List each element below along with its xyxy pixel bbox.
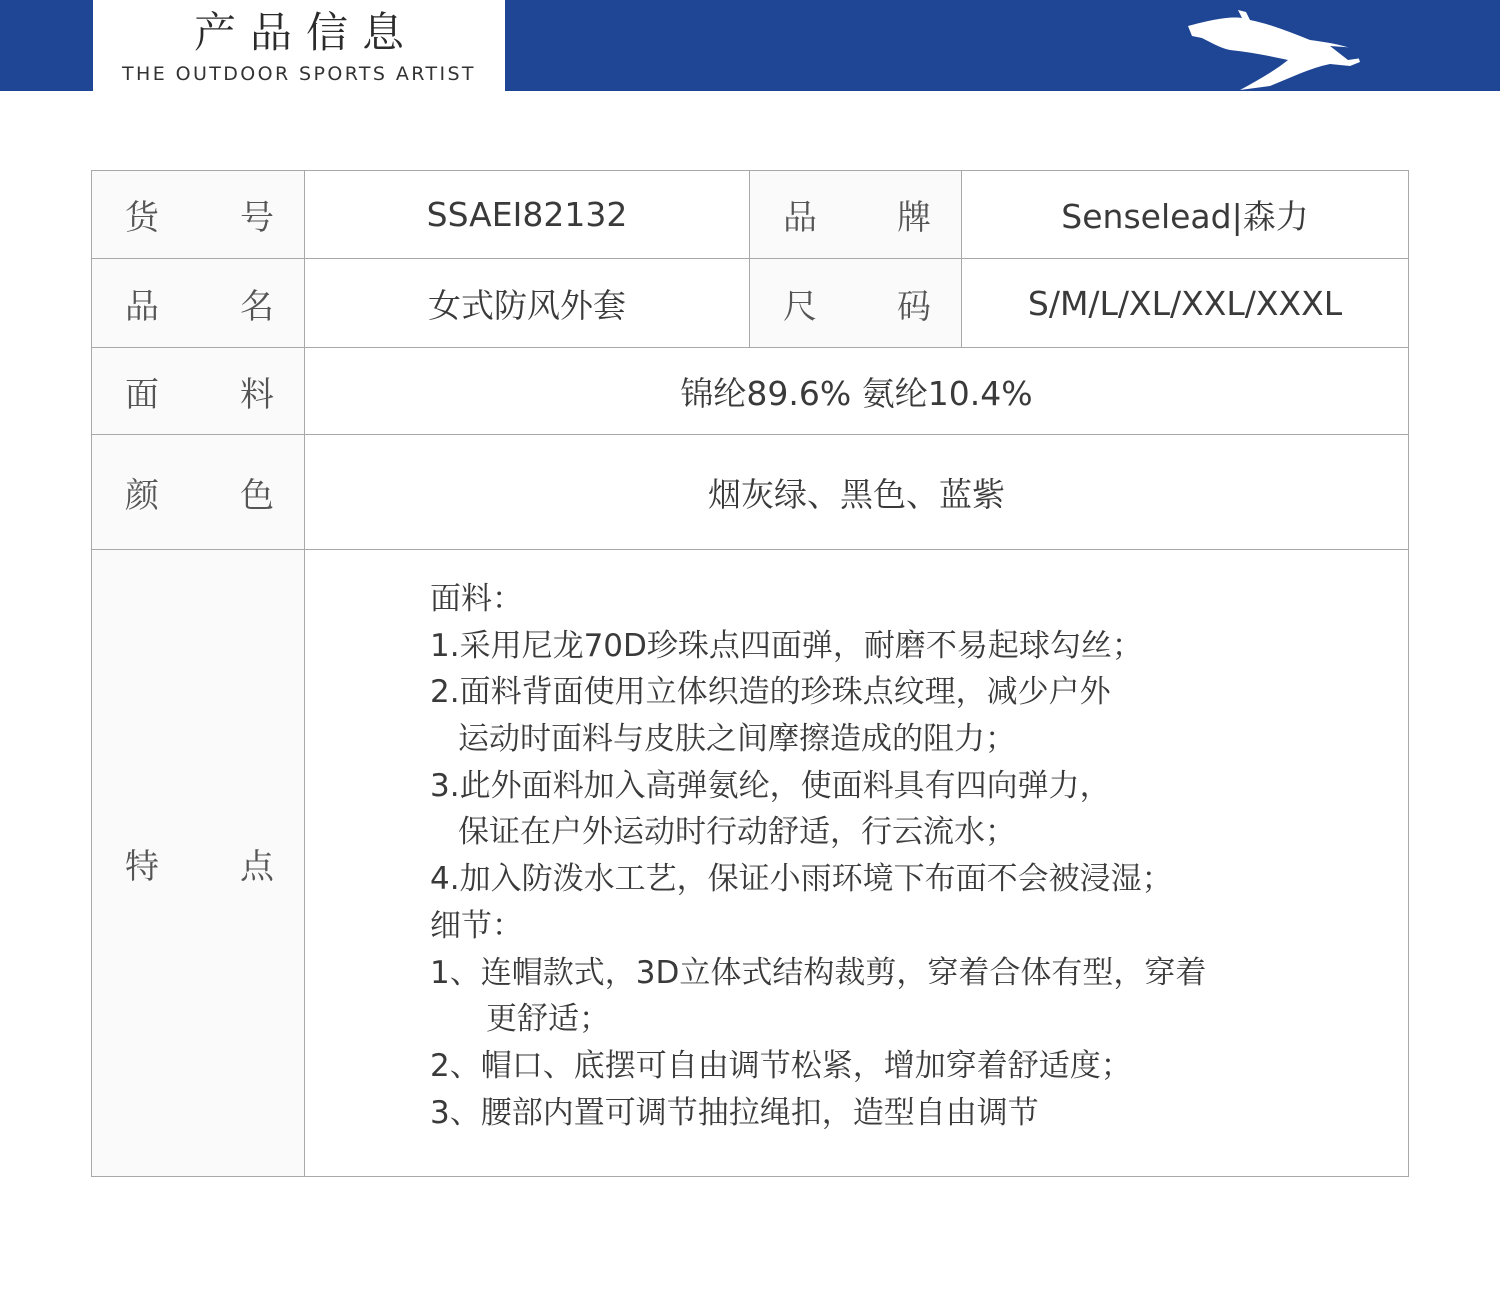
feature-heading-fabric: 面料：	[430, 581, 523, 617]
table-row	[92, 259, 1409, 348]
features-value	[305, 550, 1409, 1177]
table-row	[92, 435, 1409, 550]
color-label: 颜 色	[92, 435, 305, 550]
brand-label: 品 牌	[750, 171, 962, 259]
fabric-value: 锦纶89.6% 氨纶10.4%	[305, 348, 1409, 435]
color-value: 烟灰绿、黑色、蓝紫	[305, 435, 1409, 550]
item-no-value: SSAEI82132	[305, 171, 750, 259]
page-subtitle: THE OUTDOOR SPORTS ARTIST	[122, 63, 476, 85]
feature-line: 3.此外面料加入高弹氨纶，使面料具有四向弹力，	[430, 767, 1111, 804]
feature-line: 2.面料背面使用立体织造的珍珠点纹理，减少户外	[430, 674, 1111, 711]
features-label: 特 点	[92, 550, 305, 1177]
brand-logo-icon	[1180, 6, 1365, 91]
feature-line: 1、连帽款式，3D立体式结构裁剪，穿着合体有型，穿着	[430, 954, 1207, 991]
feature-line: 运动时面料与皮肤之间摩擦造成的阻力；	[458, 721, 1016, 758]
feature-line: 1.采用尼龙70D珍珠点四面弹，耐磨不易起球勾丝；	[430, 627, 1143, 664]
item-no-label: 货 号	[92, 171, 305, 259]
size-label: 尺 码	[750, 259, 962, 348]
feature-line: 更舒适；	[486, 1001, 610, 1038]
table-row	[92, 550, 1409, 1177]
product-name-label: 品 名	[92, 259, 305, 348]
feature-line: 3、腰部内置可调节抽拉绳扣，造型自由调节	[430, 1094, 1039, 1131]
title-box	[93, 0, 505, 91]
feature-line: 4.加入防泼水工艺，保证小雨环境下布面不会被浸湿；	[430, 861, 1173, 898]
product-name-value: 女式防风外套	[305, 259, 750, 348]
table-row	[92, 348, 1409, 435]
fabric-label: 面 料	[92, 348, 305, 435]
feature-line: 保证在户外运动时行动舒适，行云流水；	[458, 814, 1016, 851]
feature-line: 2、帽口、底摆可自由调节松紧，增加穿着舒适度；	[430, 1047, 1132, 1084]
spec-table	[91, 170, 1409, 1177]
size-value: S/M/L/XL/XXL/XXXL	[962, 259, 1409, 348]
table-row	[92, 171, 1409, 259]
brand-value: Senselead|森力	[962, 171, 1409, 259]
page-title: 产品信息	[193, 8, 418, 57]
feature-heading-details: 细节：	[430, 907, 523, 944]
